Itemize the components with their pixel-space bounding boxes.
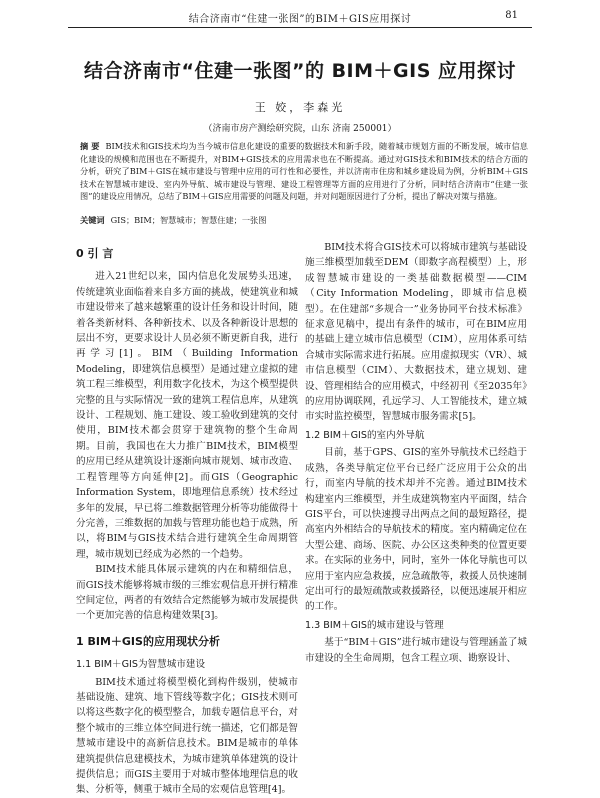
section-1-3-heading: 1.3 BIM＋GIS的城市建设与管理 — [305, 619, 444, 631]
article-authors: 王 姣，李森光 — [254, 101, 346, 114]
header-rule — [68, 27, 532, 28]
abstract-text: BIM技术和GIS技术均为当今城市信息化建设的重要的数据技术和新手段，随着城市规划方面的不断发展，城市信息化建设的规模和范围也在不断提升，对BIM+GIS技术的应用需求也在不断提高。通过对GIS技术和BIM技术的结合方面的分析，研究了BIM＋GIS在城市建设与管理中应用的可行性和必要性，并以济南市住房和城乡建设局为例，分析BIM＋GIS技术在智慧城市建设、室内外导航、城市建设与管理、建设工程管理等方面的应用进行了分析，同时结合济南市“住建一张图”的建设应用情况，总结了BIM＋GIS应用需要的问题及问题，并对问题原因进行了分析，提出了解决对策与措施。 — [80, 141, 528, 201]
intro-heading: 0 引 言 — [76, 247, 114, 260]
section-1-3-paragraph-1: 基于“BIM＋GIS”进行城市建设与管理涵盖了城市建设的全生命周期，包含工程立项、勘察设计、 — [305, 637, 527, 664]
running-title: 结合济南市“住建一张图”的BIM＋GIS应用探讨 — [188, 14, 412, 25]
section-1-heading: 1 BIM＋GIS的应用现状分析 — [76, 634, 220, 648]
section-1-1-paragraph-2: BIM技术将合GIS技术可以将城市建筑与基础设施三维模型加载至DEM（即数字高程模型）上，形成智慧城市建设的一类基础数据模型——CIM（City Information Modeling，即城市信息模型）。在住建部“多规合一”业务协同平台技术标准》征求意见稿中，提出有条件的城市，可在BIM应用的基础上建立城市信息模型（CIM），应用体系可结合城市实际需求进行拓展。应用虚拟现实（VR）、城市信息模型（CIM）、大数据技术，建立规划、建设、管理相结合的应用模式，中经初刊《至2035年》的应用协调联网，孔远学习、人工智能技术，建立城市实时监控模型，智慧城市服务需求[5]。 — [305, 242, 527, 423]
abstract-label: 摘 要 — [80, 141, 100, 151]
left-column — [76, 240, 298, 796]
page-number: 81 — [505, 10, 518, 21]
intro-paragraph-1: 进入21世纪以来，国内信息化发展势头迅速，传统建筑业面临着来自多方面的挑战，使建筑业和城市建设带来了越来越繁重的设计任务和设计时间，随着各类新材料、各种新技术、以及各种新设计思想的层出不穷，更要求设计人员必须不断更新自我，进行再学习[1]。BIM（Building Information Modeling，即建筑信息模型）是通过建立虚拟的建筑工程三维模型，利用数字化技术，为这个模型提供完整的且与实际情况一致的建筑工程信息库，从建筑设计、工程规划、施工建设、竣工验收到建筑的交付使用，BIM技术都会贯穿于建筑物的整个生命周期。目前，我国也在大力推广BIM技术，BIM模型的应用已经从建筑设计逐渐向城市规划、城市改造、工程管理等方向延伸[2]。而GIS（Geographic Information System，即地理信息系统）技术经过多年的发展，早已将二维数据管理分析等功能做得十分完善，三维数据的加载与管理功能也趋于成熟，所以，将BIM与GIS技术结合进行建筑全生命周期管理，城市规划已经成为必然的一个趋势。 — [76, 271, 298, 560]
section-1-1-paragraph-1: BIM技术通过将模型模化到构件级别，使城市基础设施、建筑、地下管线等数字化；GIS技术则可以将这些数字化的模型整合，加载专题信息平台，对整个城市的三维立体空间进行统一描述，它们都是智慧城市建设中的高新信息技术。BIM是城市的单体建筑提供信息建模技术，为城市建筑单体建筑的设计提供信息；而GIS主要用于对城市整体地理信息的收集、分析等，侧重于城市全局的宏观信息管理[4]。 — [76, 676, 298, 796]
abstract — [80, 140, 528, 203]
intro-paragraph-2: BIM技术能具体展示建筑的内在和精细信息，而GIS技术能够将城市级的三维宏观信息开拼行精准空间定位，两者的有效结合定然能够为城市发展提供一个更加完善的信息构建效果[3]。 — [76, 564, 298, 622]
keywords-label: 关键词 — [80, 215, 105, 225]
keywords-text: GIS；BIM；智慧城市；智慧住建；一张图 — [110, 215, 267, 225]
section-1-1-heading: 1.1 BIM＋GIS为智慧城市建设 — [76, 659, 206, 671]
page-header — [0, 0, 600, 30]
section-1-2-paragraph-1: 目前，基于GPS、GIS的室外导航技术已经趋于成熟，各类导航定位平台已经广泛应用于公众的出行，而室内导航的技术却并不完善。通过BIM技术构建室内三维模型，并生成建筑物室内平面图，结合GIS平台，可以快速搜寻出两点之间的最短路径，提高室内外相结合的导航技术的精度。室内精确定位在大型公建、商场、医院、办公区这类种类的位置更要求。在实际的业务中，同时，室外一体化导航也可以应用于室内应急救援，应急疏散等，救援人员快速制定出可行的最短疏散或救援路径，以便迅速展开相应的工作。 — [305, 447, 527, 613]
right-column — [305, 240, 527, 713]
section-1-2-heading: 1.2 BIM＋GIS的室内外导航 — [305, 429, 425, 441]
keywords — [80, 214, 528, 226]
article-title: 结合济南市“住建一张图”的 BIM＋GIS 应用探讨 — [83, 60, 516, 82]
article-affiliation: （济南市房产测绘研究院，山东 济南 250001） — [203, 124, 397, 134]
